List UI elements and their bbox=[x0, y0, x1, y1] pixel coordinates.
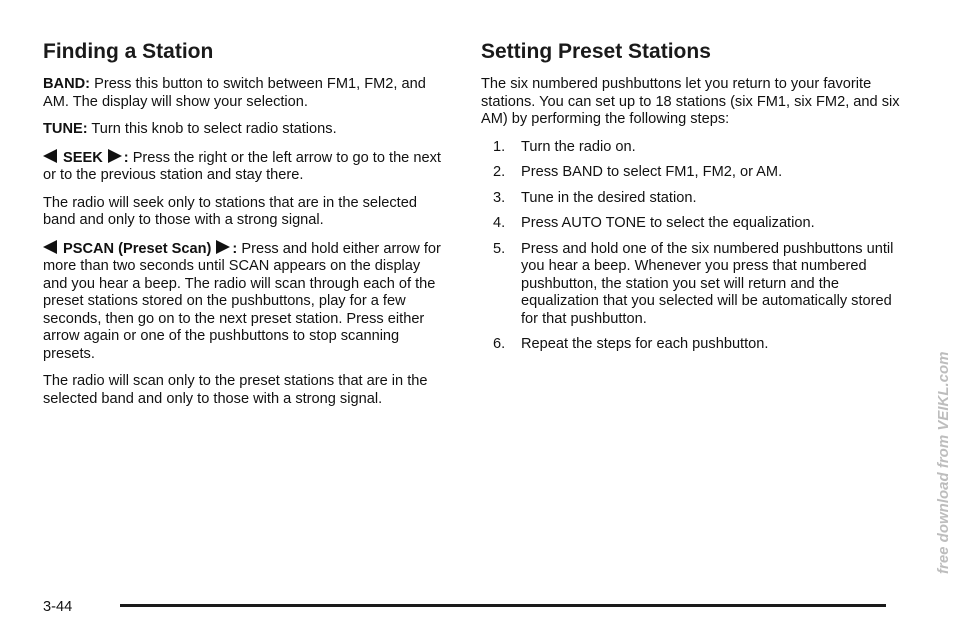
step-text: Repeat the steps for each pushbutton. bbox=[521, 336, 769, 352]
list-item bbox=[481, 139, 901, 157]
pscan-colon: : bbox=[232, 240, 238, 257]
seek-colon: : bbox=[123, 149, 129, 166]
steps-list bbox=[481, 139, 901, 354]
seek-paragraph bbox=[43, 149, 445, 185]
list-item bbox=[481, 164, 901, 182]
band-paragraph bbox=[43, 76, 445, 111]
arrow-left-icon bbox=[43, 240, 57, 254]
watermark-graphic bbox=[922, 336, 960, 576]
tune-text: Turn this knob to select radio stations. bbox=[91, 121, 337, 137]
band-label: BAND: bbox=[43, 76, 91, 92]
tune-paragraph bbox=[43, 121, 445, 139]
step-number: 2. bbox=[493, 164, 506, 180]
watermark-text: free download from VEIKL.com bbox=[935, 351, 952, 574]
arrow-right-icon bbox=[108, 149, 122, 163]
list-item bbox=[481, 190, 901, 208]
pscan-paragraph bbox=[43, 240, 445, 364]
list-item bbox=[481, 215, 901, 233]
watermark bbox=[922, 336, 960, 576]
footer-rule bbox=[120, 604, 886, 607]
step-number: 3. bbox=[493, 189, 506, 206]
seek-text: Press the right or the left arrow to go to the next or to the previous station and stay there. bbox=[43, 149, 441, 183]
finding-station-section bbox=[43, 40, 445, 418]
seek-label: SEEK bbox=[63, 149, 103, 166]
step-text: Press BAND to select FM1, FM2, or AM. bbox=[521, 164, 783, 180]
seek-note: The radio will seek only to stations that are in the selected band and only to those with a strong signal. bbox=[43, 194, 417, 228]
step-text: Tune in the desired station. bbox=[521, 189, 697, 206]
band-text: Press this button to switch between FM1, FM2, and AM. The display will show your selection. bbox=[43, 76, 426, 110]
list-item bbox=[481, 336, 901, 354]
arrow-left-icon bbox=[43, 149, 57, 163]
section-heading: Setting Preset Stations bbox=[481, 40, 711, 63]
step-text: Press AUTO TONE to select the equalization. bbox=[521, 215, 815, 231]
preset-intro: The six numbered pushbuttons let you return to your favorite stations. You can set up to 18 stations (six FM1, six FM2, and six AM) by performing the following steps: bbox=[481, 76, 900, 127]
step-text: Press and hold one of the six numbered pushbuttons until you hear a beep. Whenever you press that numbered pushbutton, the station you set will return and the equalization that you selected will be automatically stored for that pushbutton. bbox=[521, 240, 894, 327]
step-number: 5. bbox=[493, 240, 506, 257]
list-item bbox=[481, 241, 901, 329]
pscan-note: The radio will scan only to the preset stations that are in the selected band and only to those with a strong signal. bbox=[43, 373, 428, 407]
tune-label: TUNE: bbox=[43, 121, 88, 137]
step-number: 6. bbox=[493, 336, 506, 352]
page-number: 3-44 bbox=[43, 599, 73, 615]
arrow-right-icon bbox=[216, 240, 230, 254]
step-text: Turn the radio on. bbox=[521, 138, 636, 155]
pscan-text: Press and hold either arrow for more than two seconds until SCAN appears on the display and you hear a beep. The radio will scan through each of the preset stations stored on the pushbuttons, play for a few seconds, then go on to the next preset station. Press either arrow again or one of the pushbuttons to stop scanning presets. bbox=[43, 240, 441, 362]
preset-stations-section bbox=[481, 40, 901, 362]
section-heading: Finding a Station bbox=[43, 40, 214, 63]
pscan-label: PSCAN (Preset Scan) bbox=[63, 240, 212, 257]
step-number: 1. bbox=[493, 138, 506, 155]
step-number: 4. bbox=[493, 215, 506, 231]
